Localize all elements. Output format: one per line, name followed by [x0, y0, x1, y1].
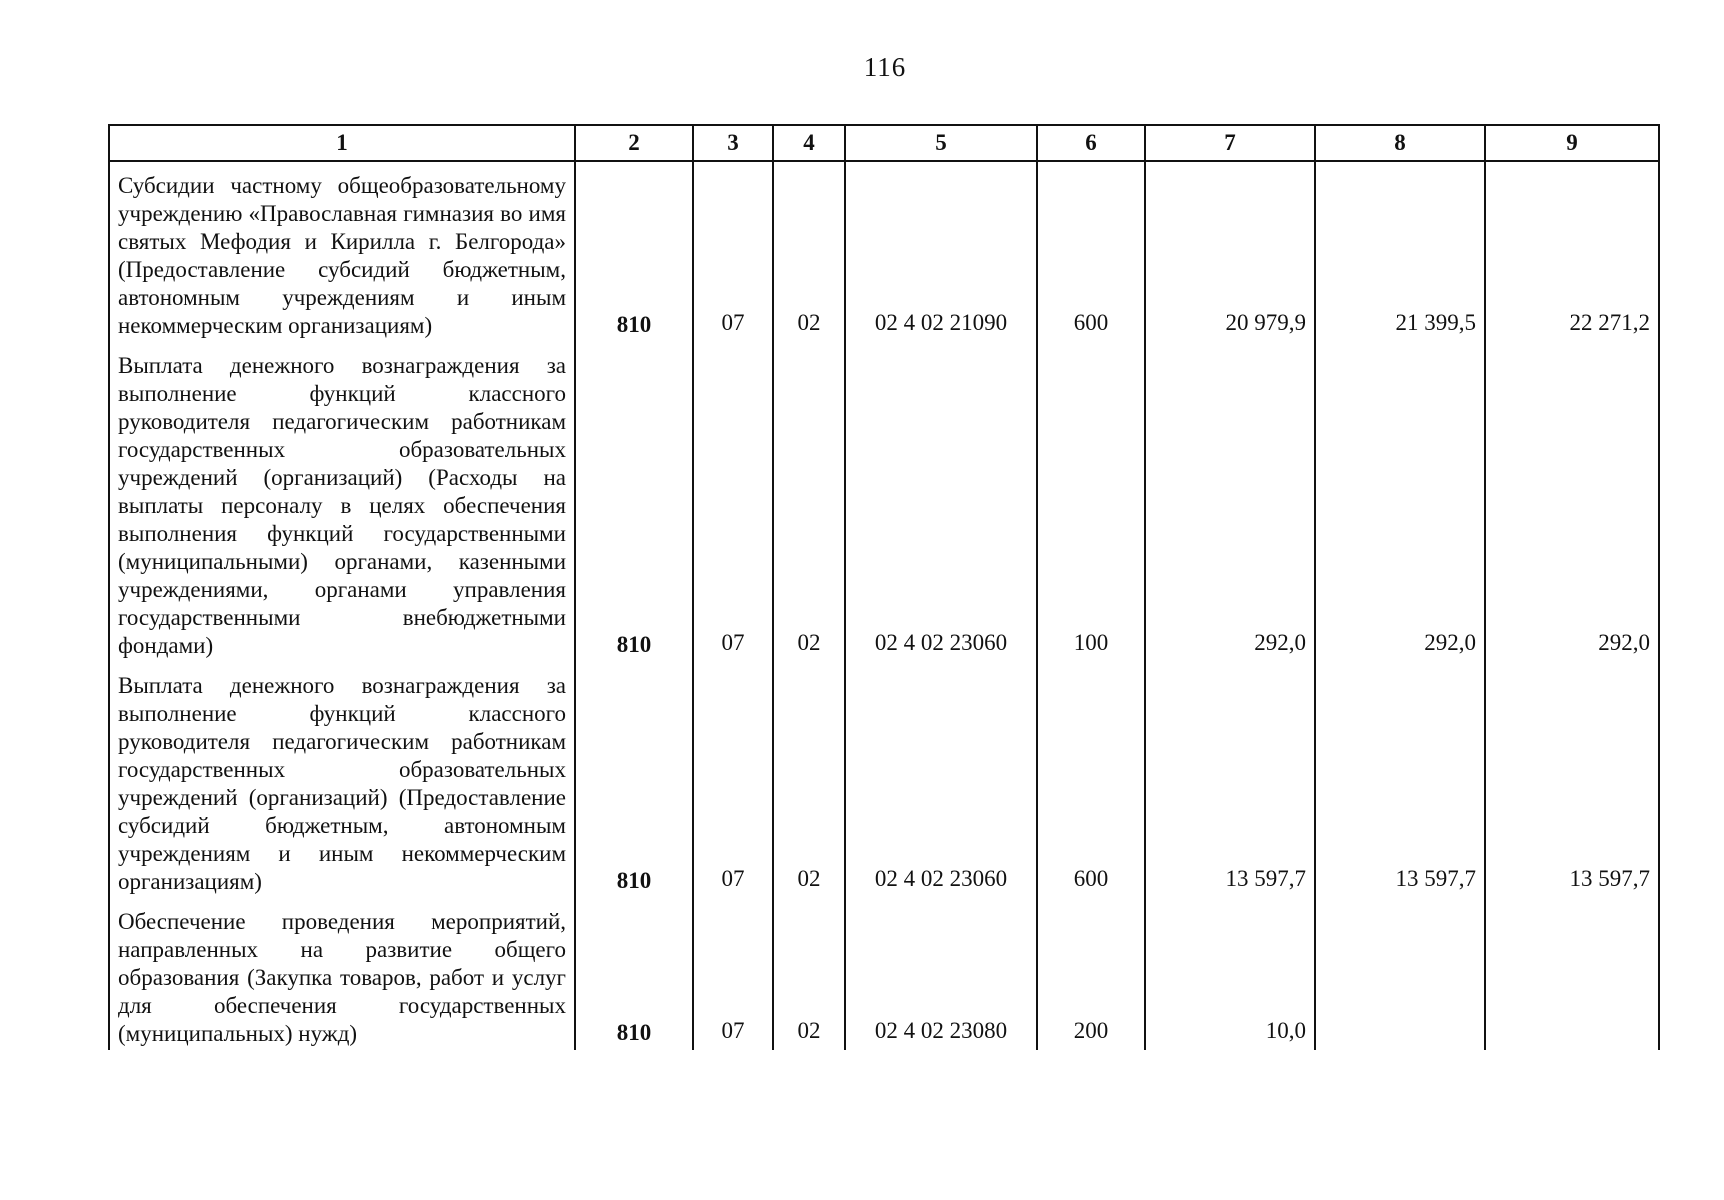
amount-col-9: 292,0	[1485, 342, 1659, 662]
subsection-code: 02	[773, 161, 845, 342]
target-code: 02 4 02 23060	[845, 342, 1037, 662]
budget-table	[108, 124, 1660, 1050]
target-code: 02 4 02 21090	[845, 161, 1037, 342]
amount-col-9: 13 597,7	[1485, 662, 1659, 898]
expense-type-code: 100	[1037, 342, 1145, 662]
amount-col-8: 292,0	[1315, 342, 1485, 662]
expense-name: Обеспечение проведения мероприятий, направленных на развитие общего образования (Закупка товаров, работ и услуг для обеспечения государственных (муниципальных) нужд)	[109, 898, 575, 1050]
table-row	[109, 342, 1659, 662]
column-header: 1	[109, 125, 575, 161]
table-row	[109, 161, 1659, 342]
subsection-code: 02	[773, 662, 845, 898]
amount-col-9: 22 271,2	[1485, 161, 1659, 342]
amount-col-7: 20 979,9	[1145, 161, 1315, 342]
amount-col-8: 21 399,5	[1315, 161, 1485, 342]
column-header: 4	[773, 125, 845, 161]
column-header: 7	[1145, 125, 1315, 161]
expense-name: Выплата денежного вознаграждения за выполнение функций классного руководителя педагогическим работникам государственных образовательных учреждений (организаций) (Предоставление субсидий бюджетным, автономным учреждениям и иным некоммерческим организациям)	[109, 662, 575, 898]
table-row	[109, 898, 1659, 1050]
column-header: 9	[1485, 125, 1659, 161]
expense-name: Субсидии частному общеобразовательному учреждению «Православная гимназия во имя святых Мефодия и Кирилла г. Белгорода» (Предоставление субсидий бюджетным, автономным учреждениям и иным некоммерческим организациям)	[109, 161, 575, 342]
expense-type-code: 600	[1037, 662, 1145, 898]
admin-code: 810	[575, 342, 693, 662]
section-code: 07	[693, 662, 773, 898]
amount-col-8: 13 597,7	[1315, 662, 1485, 898]
amount-col-8	[1315, 898, 1485, 1050]
subsection-code: 02	[773, 342, 845, 662]
column-header: 6	[1037, 125, 1145, 161]
page-number: 116	[863, 52, 907, 82]
admin-code: 810	[575, 662, 693, 898]
column-header: 2	[575, 125, 693, 161]
column-header: 3	[693, 125, 773, 161]
amount-col-7: 13 597,7	[1145, 662, 1315, 898]
section-code: 07	[693, 161, 773, 342]
column-header: 8	[1315, 125, 1485, 161]
table-row	[109, 662, 1659, 898]
expense-type-code: 600	[1037, 161, 1145, 342]
amount-col-7: 10,0	[1145, 898, 1315, 1050]
header-row	[109, 125, 1659, 161]
amount-col-9	[1485, 898, 1659, 1050]
target-code: 02 4 02 23080	[845, 898, 1037, 1050]
subsection-code: 02	[773, 898, 845, 1050]
column-header: 5	[845, 125, 1037, 161]
admin-code: 810	[575, 898, 693, 1050]
expense-type-code: 200	[1037, 898, 1145, 1050]
amount-col-7: 292,0	[1145, 342, 1315, 662]
expense-name: Выплата денежного вознаграждения за выполнение функций классного руководителя педагогическим работникам государственных образовательных учреждений (организаций) (Расходы на выплаты персоналу в целях обеспечения выполнения функций государственными (муниципальными) органами, казенными учреждениями, органами управления государственными внебюджетными фондами)	[109, 342, 575, 662]
admin-code: 810	[575, 161, 693, 342]
section-code: 07	[693, 342, 773, 662]
target-code: 02 4 02 23060	[845, 662, 1037, 898]
section-code: 07	[693, 898, 773, 1050]
